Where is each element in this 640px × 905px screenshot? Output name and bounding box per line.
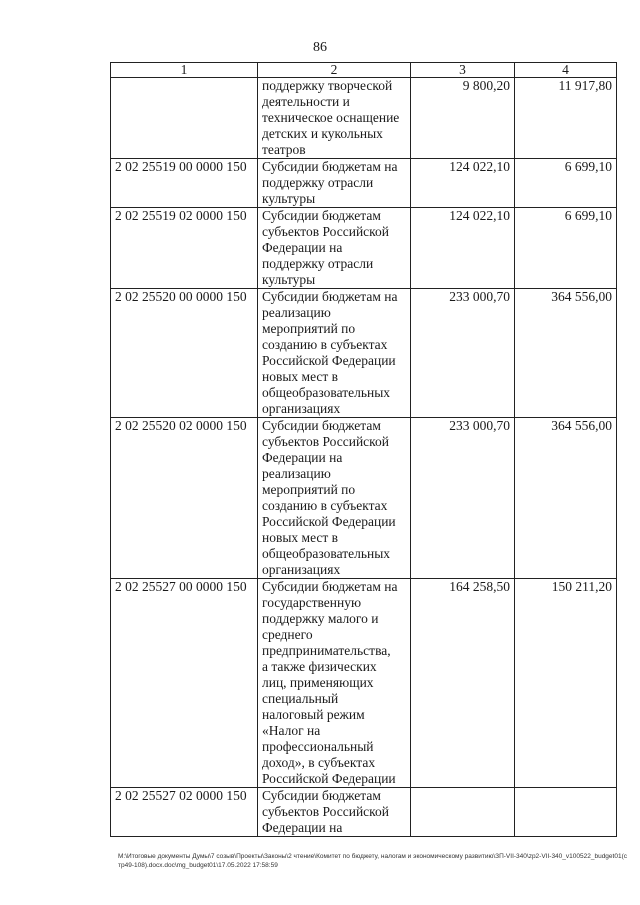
description: Субсидии бюджетам на реализацию мероприятий по созданию в субъектах Российской Федерации новых мест в общеобразовательных организациях <box>258 289 411 418</box>
page-number: 86 <box>313 40 327 55</box>
value-column-4 <box>515 788 617 837</box>
value-column-4: 364 556,00 <box>515 418 617 579</box>
description: Субсидии бюджетам субъектов Российской Федерации на поддержку отрасли культуры <box>258 208 411 289</box>
value-column-4: 6 699,10 <box>515 208 617 289</box>
table-row <box>111 208 617 289</box>
value-column-3 <box>411 788 515 837</box>
value-column-3: 233 000,70 <box>411 418 515 579</box>
budget-code: 2 02 25519 00 0000 150 <box>111 159 258 208</box>
budget-table <box>110 62 617 837</box>
value-column-3: 124 022,10 <box>411 208 515 289</box>
budget-code: 2 02 25520 02 0000 150 <box>111 418 258 579</box>
value-column-4: 11 917,80 <box>515 78 617 159</box>
column-header-1: 1 <box>111 63 258 78</box>
value-column-4: 150 211,20 <box>515 579 617 788</box>
budget-code <box>111 78 258 159</box>
table-row <box>111 579 617 788</box>
column-header-2: 2 <box>258 63 411 78</box>
table-row <box>111 289 617 418</box>
value-column-4: 364 556,00 <box>515 289 617 418</box>
file-path-footer: M:\Итоговые документы Думы\7 созыв\Проекты\Законы\2 чтение\Комитет по бюджету, налогам и экономическому развитию\ЗП-VII-340\zp2-VII-340_v100522_budget01(стр49-108).docx.doc\mg_budget01\17.05.2022 17:58:59 <box>118 853 627 869</box>
column-header-4: 4 <box>515 63 617 78</box>
description: Субсидии бюджетам на поддержку отрасли культуры <box>258 159 411 208</box>
budget-code: 2 02 25527 00 0000 150 <box>111 579 258 788</box>
value-column-3: 9 800,20 <box>411 78 515 159</box>
budget-code: 2 02 25519 02 0000 150 <box>111 208 258 289</box>
value-column-4: 6 699,10 <box>515 159 617 208</box>
description: Субсидии бюджетам на государственную поддержку малого и среднего предпринимательства, а также физических лиц, применяющих специальный налоговый режим «Налог на профессиональный доход», в субъектах Российской Федерации <box>258 579 411 788</box>
description: Субсидии бюджетам субъектов Российской Федерации на <box>258 788 411 837</box>
table-row <box>111 159 617 208</box>
value-column-3: 233 000,70 <box>411 289 515 418</box>
table-header-row <box>111 63 617 78</box>
budget-code: 2 02 25520 00 0000 150 <box>111 289 258 418</box>
table-row <box>111 788 617 837</box>
budget-code: 2 02 25527 02 0000 150 <box>111 788 258 837</box>
table-row <box>111 418 617 579</box>
description: Субсидии бюджетам субъектов Российской Федерации на реализацию мероприятий по созданию в субъектах Российской Федерации новых мест в общеобразовательных организациях <box>258 418 411 579</box>
value-column-3: 124 022,10 <box>411 159 515 208</box>
table-row <box>111 78 617 159</box>
description: поддержку творческой деятельности и техническое оснащение детских и кукольных театров <box>258 78 411 159</box>
value-column-3: 164 258,50 <box>411 579 515 788</box>
column-header-3: 3 <box>411 63 515 78</box>
